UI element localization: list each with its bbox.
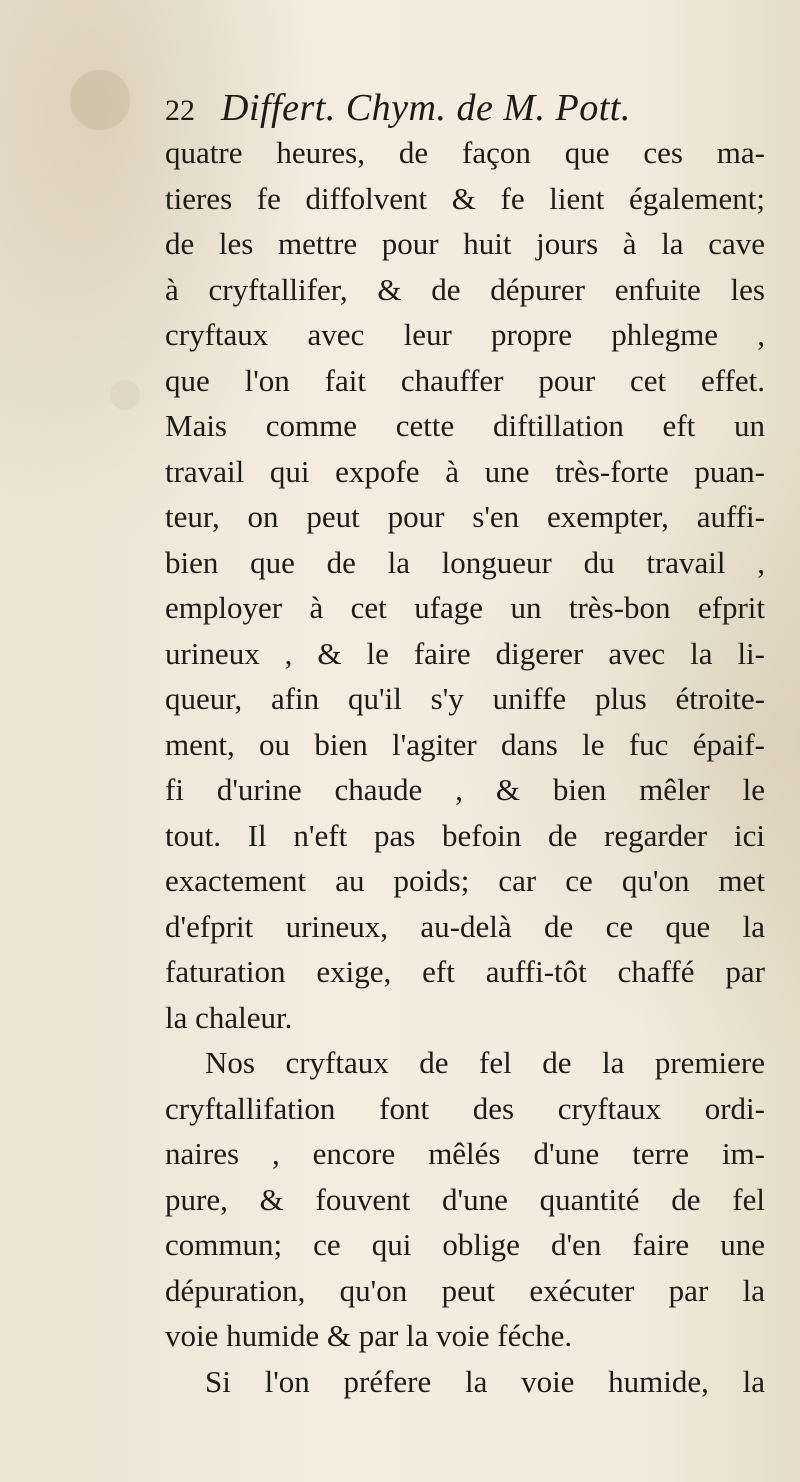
text-line: tout. Il n'eft pas befoin de regarder ici [165,817,765,853]
text-line: bien que de la longueur du travail , [165,544,765,580]
text-line: teur, on peut pour s'en exempter, auffi- [165,499,765,534]
text-line: Mais comme cette diftillation eft un [165,408,765,443]
text-line: que l'on fait chauffer pour cet effet. [165,362,765,398]
text-line: quatre heures, de façon que ces ma- [165,135,765,170]
text-line: dépuration, qu'on peut exécuter par la [165,1272,765,1308]
text-line: voie humide & par la voie féche. [165,1318,573,1353]
text-line: exactement au poids; car ce qu'on met [165,863,765,898]
text-line: de les mettre pour huit jours à la cave [165,226,765,261]
text-line: d'efprit urineux, au-delà de ce que la [165,908,765,944]
text-line: Nos cryftaux de fel de la premiere [205,1045,765,1080]
text-line: travail qui expofe à une très-forte puan- [165,453,765,489]
text-line: naires , encore mêlés d'une terre im- [165,1136,765,1171]
text-line: faturation exige, eft auffi-tôt chaffé par [165,954,765,989]
text-line: commun; ce qui oblige d'en faire une [165,1227,765,1262]
text-line: la chaleur. [165,999,293,1035]
body-text [165,130,765,1404]
text-line: Si l'on préfere la voie humide, la [205,1363,765,1399]
foxing-stain [70,70,130,130]
text-line: ment, ou bien l'agiter dans le fuc épaif- [165,726,765,762]
running-title: Differt. Chym. de M. Pott. [221,87,631,129]
text-line: tieres fe diffolvent & fe lient également; [165,180,765,216]
foxing-stain [110,380,140,410]
text-line: pure, & fouvent d'une quantité de fel [165,1181,765,1217]
text-line: à cryftallifer, & de dépurer enfuite les [165,271,765,307]
text-line: cryftallifation font des cryftaux ordi- [165,1090,765,1126]
text-line: cryftaux avec leur propre phlegme , [165,317,765,352]
page-number: 22 [165,94,195,127]
text-line: urineux , & le faire digerer avec la li- [165,635,765,671]
text-line: fi d'urine chaude , & bien mêler le [165,772,765,807]
page-header [165,86,631,132]
text-line: employer à cet ufage un très-bon efprit [165,590,765,625]
text-line: queur, afin qu'il s'y uniffe plus étroite- [165,681,765,716]
